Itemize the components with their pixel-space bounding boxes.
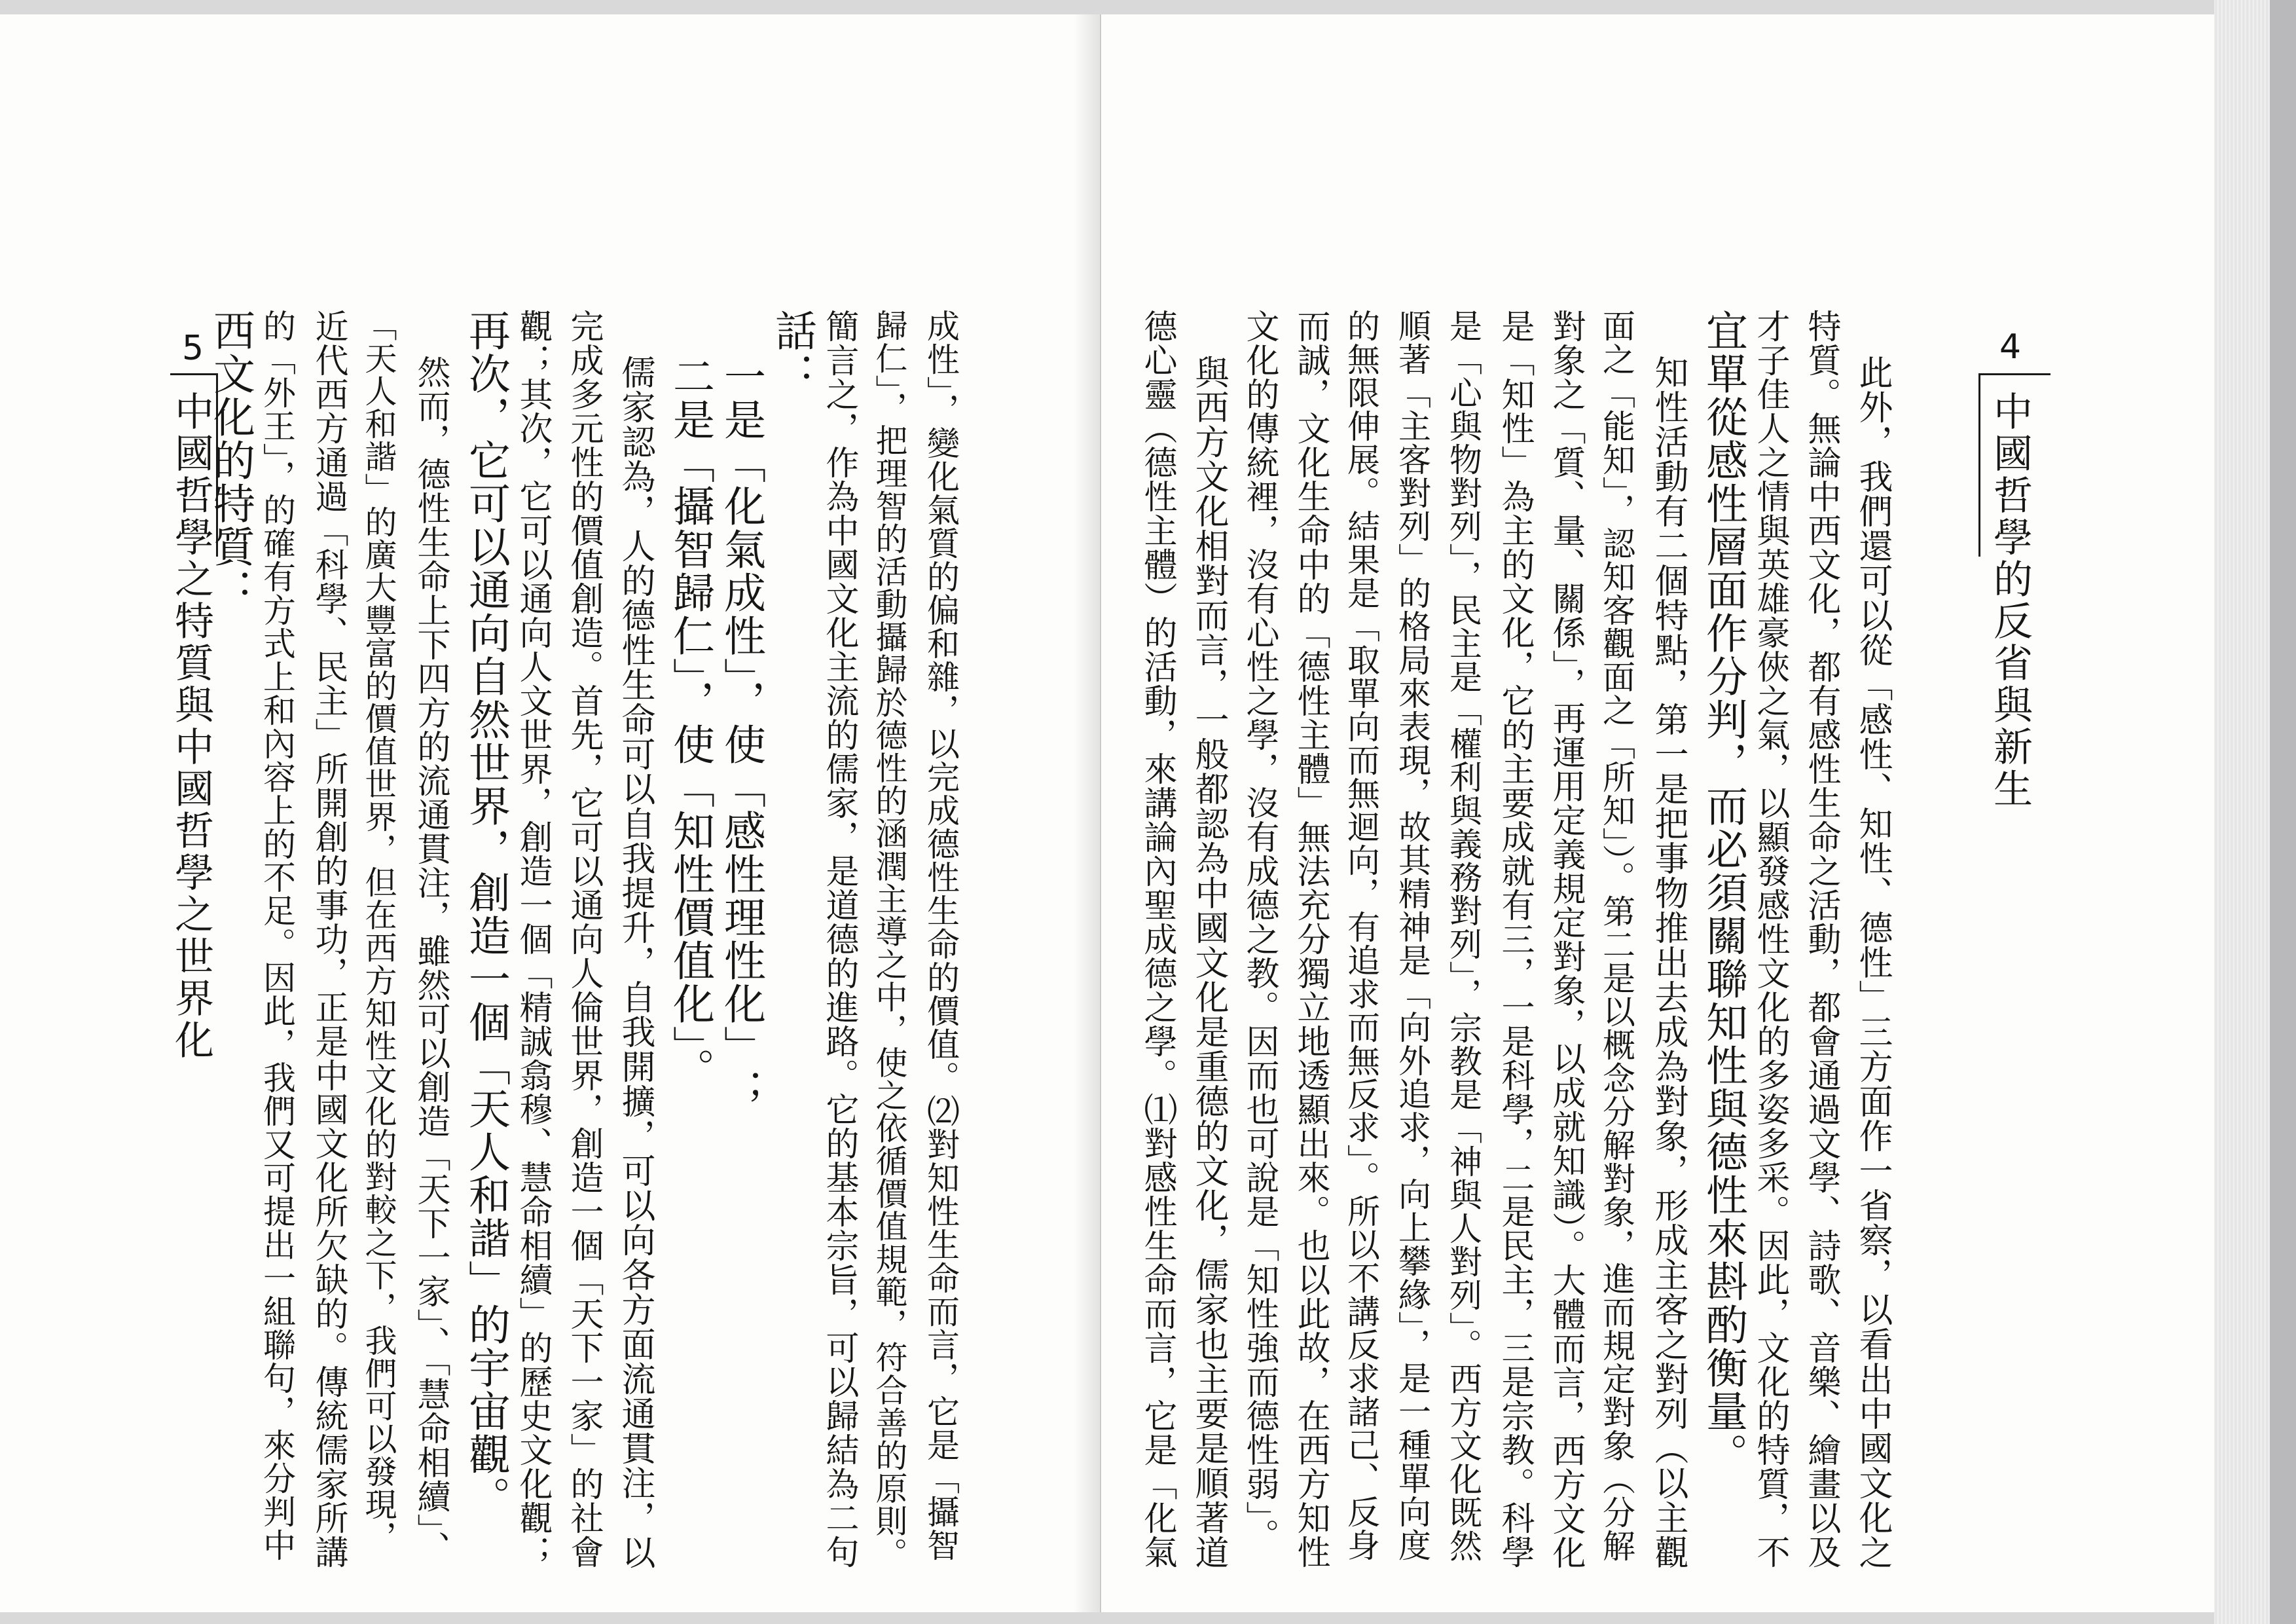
text-line: 順著「主客對列」的格局來表現，故其精神是「向外追求，向上攀緣」，是一種單向度 bbox=[1393, 309, 1431, 1562]
text-line: 德心靈（德性主體）的活動，來講論內聖成德之學。⑴對感性生命而言，它是「化氣 bbox=[1138, 309, 1176, 1569]
text-line: 文化的傳統裡，沒有心性之學，沒有成德之教。因而也可說是「知性強而德性弱」。 bbox=[1240, 309, 1279, 1553]
text-line: 才子佳人之情與英雄豪俠之氣，以顯發感性文化的多姿多采。因此，文化的特質，不 bbox=[1751, 309, 1789, 1569]
page-number-right: 4 bbox=[1999, 327, 2022, 367]
text-line: 儒家認為，人的德性生命可以自我提升，自我開擴，可以向各方面流通貫注，以 bbox=[615, 355, 655, 1570]
text-line: 的無限伸展。結果是「取單向而無迴向，有追求而無反求」。所以不講反求諸己、反身 bbox=[1342, 309, 1380, 1562]
text-line: 歸仁」，把理智的活動攝歸於德性的涵潤主導之中，使之依循價值規範，符合善的原則。 bbox=[871, 309, 908, 1570]
running-title-left: 中國哲學之特質與中國哲學之世界化 bbox=[168, 391, 214, 1061]
text-line: 然而，德性生命上下四方的流通貫注，雖然可以創造「天下一家」、「慧命相續」、 bbox=[411, 355, 450, 1565]
text-line: 知性活動有二個特點，第一是把事物推出去成為對象，形成主客之對列（以主觀 bbox=[1649, 355, 1688, 1570]
text-line: 話： bbox=[768, 309, 816, 396]
header-rule-top bbox=[1978, 373, 2050, 375]
text-line: 是「知性」為主的文化，它的主要成就有三，一是科學，二是民主，三是宗教。科學 bbox=[1495, 309, 1534, 1569]
text-line: 二是「攝智歸仁」，使「知性價值化」。 bbox=[666, 355, 714, 1091]
text-line: 觀；其次，它可以通向人文世界，創造一個「精誠翕穆、慧命相續」的歷史文化觀； bbox=[513, 309, 552, 1569]
text-line: 成性」，變化氣質的偏和雜，以完成德性生命的價值。⑵對知性生命而言，它是「攝智 bbox=[922, 309, 960, 1562]
text-line: 「天人和諧」的廣大豐富的價值世界，但在西方知性文化的對較之下，我們可以發現， bbox=[360, 309, 397, 1553]
text-line: 再次，它可以通向自然世界，創造一個「天人和諧」的宇宙觀。 bbox=[462, 309, 510, 1519]
text-line: 此外，我們還可以從「感性、知性、德性」三方面作一省察，以看出中國文化之 bbox=[1853, 355, 1892, 1570]
text-line: 與西方文化相對而言，一般都認為中國文化是重德的文化，儒家也主要是順著道 bbox=[1189, 355, 1228, 1570]
text-line: 是「心與物對列」，民主是「權利與義務對列」，宗教是「神與人對列」。西方文化既然 bbox=[1444, 309, 1482, 1562]
text-line: 而誠，文化生命中的「德性主體」無法充分獨立地透顯出來。也以此故，在西方知性 bbox=[1291, 309, 1330, 1569]
text-line: 近代西方通過「科學、民主」所開創的事功，正是中國文化所欠缺的。傳統儒家所講 bbox=[309, 309, 348, 1569]
left-page bbox=[0, 14, 1101, 1612]
text-line: 的「外王」，的確有方式上和內容上的不足。因此，我們又可提出一組聯句，來分判中 bbox=[258, 309, 296, 1562]
page-number-left: 5 bbox=[182, 329, 204, 368]
right-book-edge bbox=[2214, 0, 2296, 1624]
text-line: 完成多元性的價值創造。首先，它可以通向人倫世界，創造一個「天下一家」的社會 bbox=[564, 309, 603, 1569]
right-page bbox=[1101, 14, 2214, 1612]
text-line: 西文化的特質： bbox=[206, 309, 255, 612]
text-line: 一是「化氣成性」，使「感性理性化」； bbox=[717, 355, 765, 1112]
text-line: 對象之「質、量、關係」，再運用定義規定對象，以成就知識）。大體而言，西方文化 bbox=[1546, 309, 1585, 1570]
text-line: 面之「能知」，認知客觀面之「所知」）。第二是以概念分解對象，進而規定對象（分解 bbox=[1597, 309, 1635, 1562]
header-rule-vertical bbox=[1978, 373, 1980, 557]
running-title-right: 中國哲學的反省與新生 bbox=[1987, 391, 2033, 810]
text-line: 宜單從感性層面作分判，而必須關聯知性與德性來斟酌衡量。 bbox=[1699, 309, 1747, 1476]
text-line: 簡言之，作為中國文化主流的儒家，是道德的進路。它的基本宗旨，可以歸結為二句 bbox=[820, 309, 858, 1569]
text-line: 特質。無論中西文化，都有感性生命之活動，都會通過文學、詩歌、音樂、繪畫以及 bbox=[1802, 309, 1840, 1569]
